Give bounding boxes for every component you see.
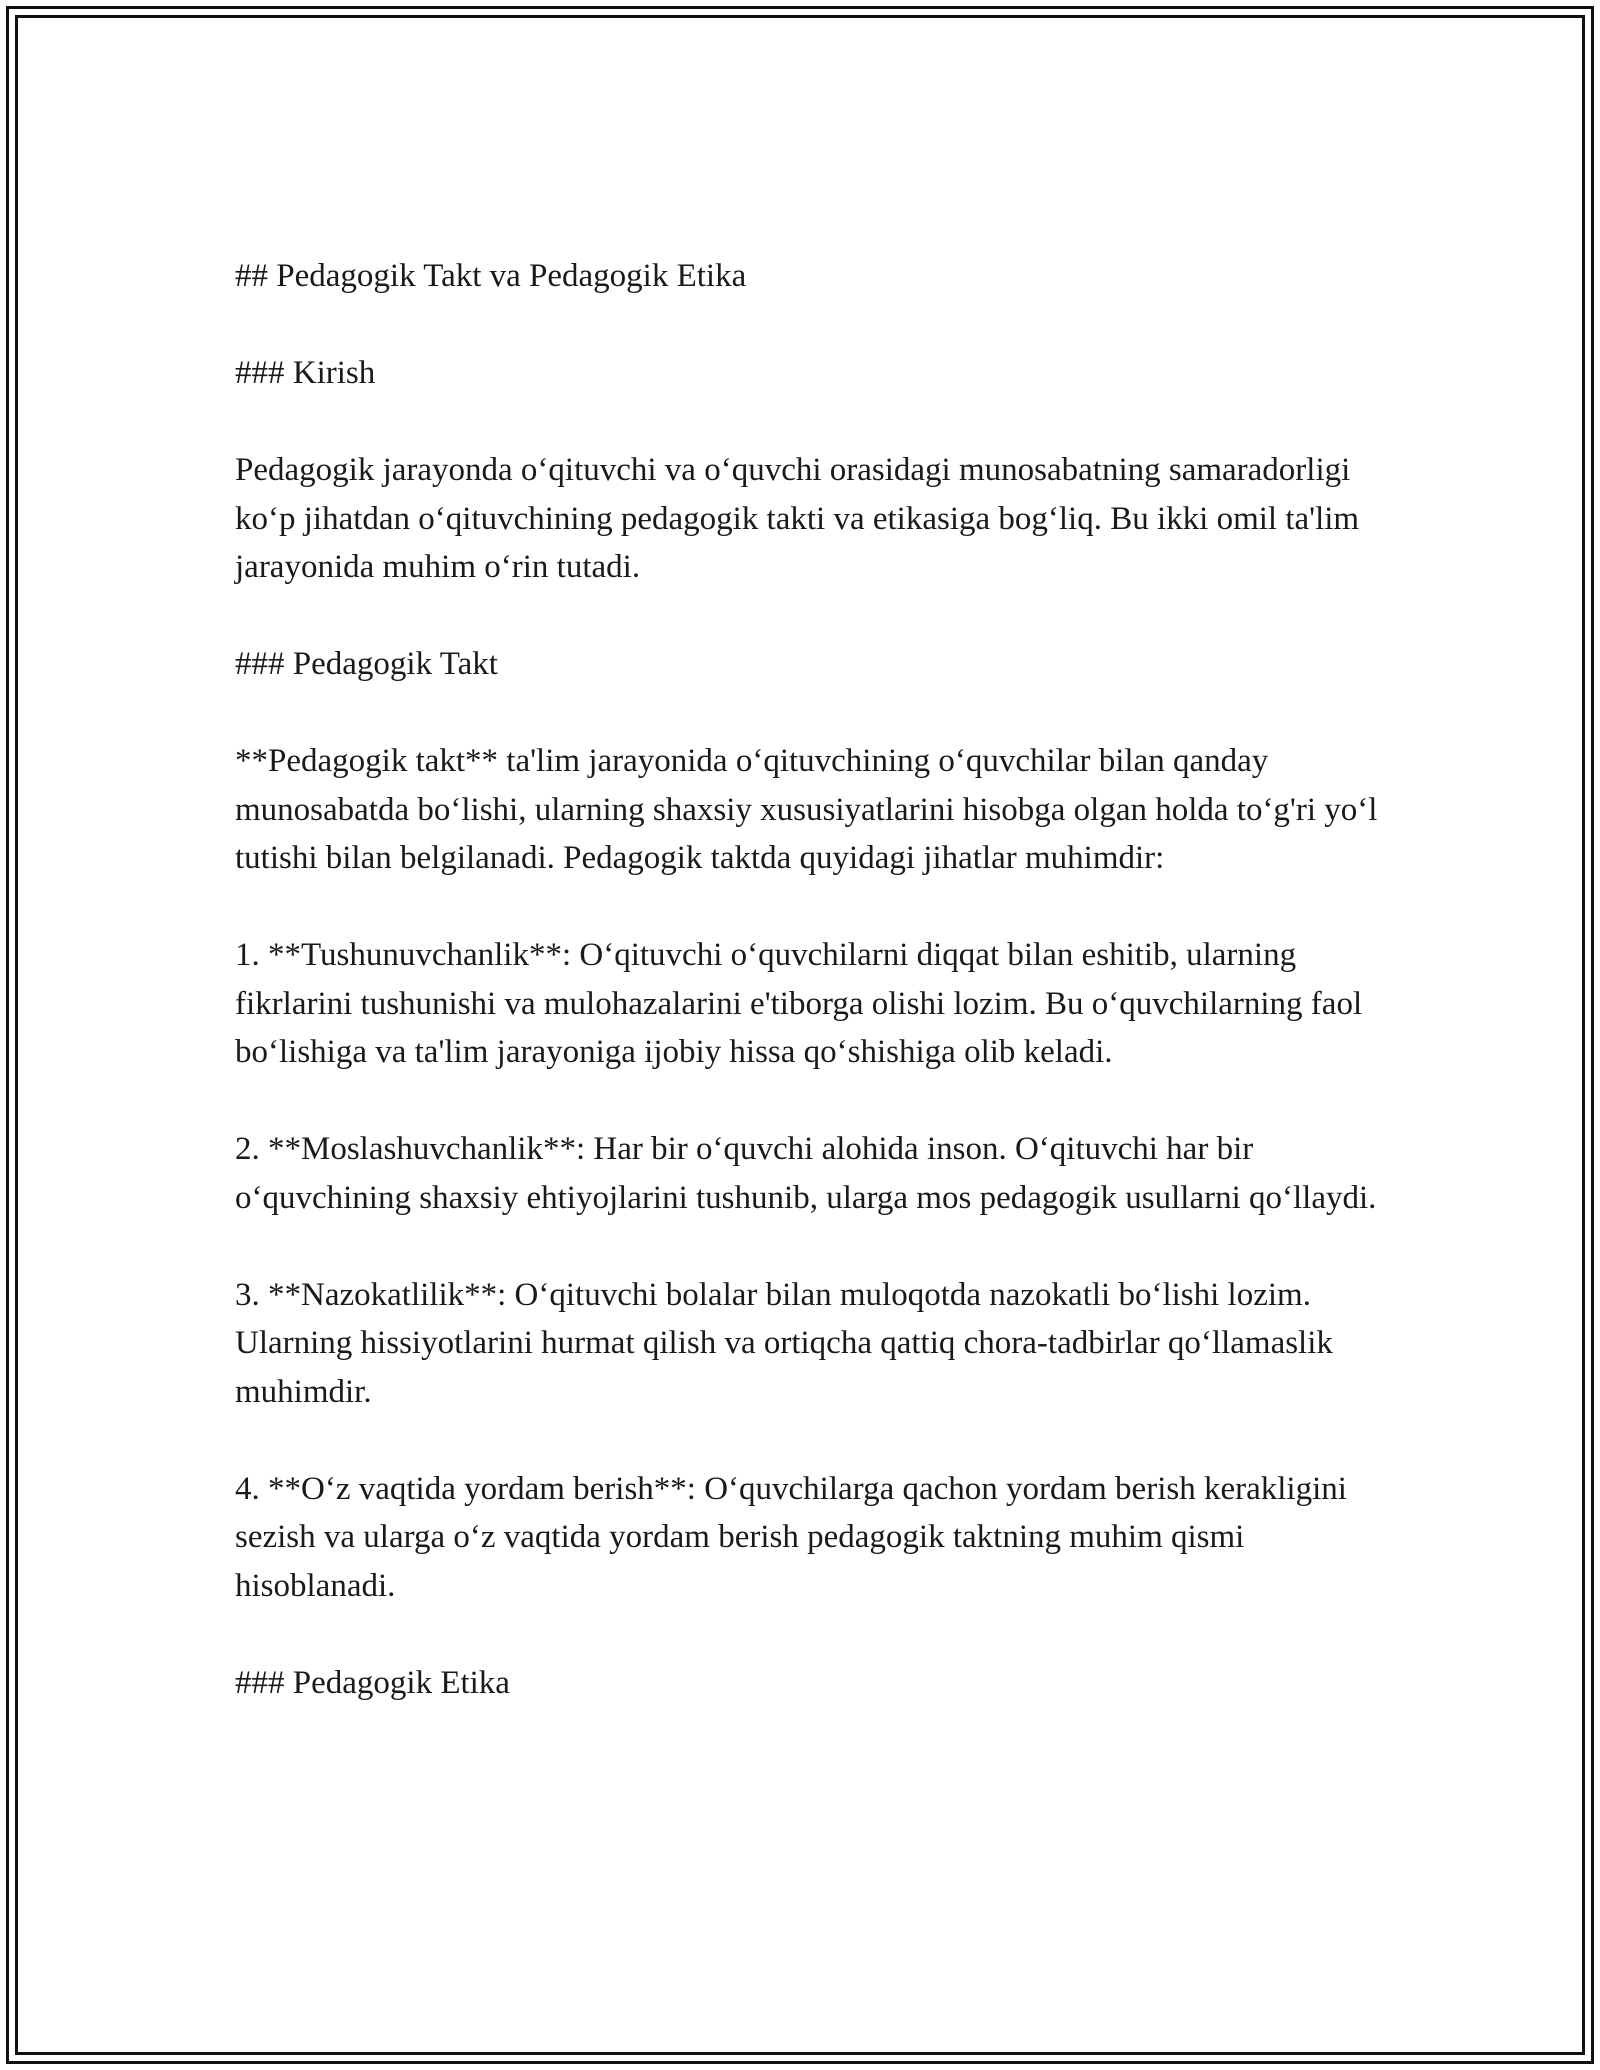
intro-paragraph: Pedagogik jarayonda o‘qituvchi va o‘quvchi orasidagi munosabatning samaradorligi ko‘p jihatdan o‘qituvchining pedagogik takti va etikasiga bog‘liq. Bu ikki omil ta'lim jarayonida muhim o‘rin tutadi. [235, 452, 1360, 585]
intro-heading: ### Kirish [235, 355, 376, 391]
takt-heading: ### Pedagogik Takt [235, 646, 498, 682]
list-item-yordam-berish: 4. **O‘z vaqtida yordam berish**: O‘quvchilarga qachon yordam berish kerakligini sezish va ularga o‘z vaqtida yordam berish pedagogik taktning muhim qismi hisoblanadi. [235, 1470, 1347, 1604]
takt-paragraph: **Pedagogik takt** ta'lim jarayonida o‘qituvchining o‘quvchilar bilan qanday munosabatda bo‘lishi, ularning shaxsiy xususiyatlarini hisobga olgan holda to‘g'ri yo‘l tutishi bilan belgilanadi. Pedagogik taktda quyidagi jihatlar muhimdir: [235, 743, 1378, 876]
list-item-moslashuvchanlik: 2. **Moslashuvchanlik**: Har bir o‘quvchi alohida inson. O‘qituvchi har bir o‘quvchining shaxsiy ehtiyojlarini tushunib, ularga mos pedagogik usullarni qo‘llaydi. [235, 1131, 1377, 1216]
etika-heading: ### Pedagogik Etika [235, 1664, 510, 1701]
document-title: ## Pedagogik Takt va Pedagogik Etika [235, 258, 747, 294]
list-item-tushunuvchanlik: 1. **Tushunuvchanlik**: O‘qituvchi o‘quvchilarni diqqat bilan eshitib, ularning fikrlarini tushunishi va mulohazalarini e'tiborga olishi lozim. Bu o‘quvchilarning faol bo‘lishiga va ta'lim jarayoniga ijobiy hissa qo‘shishiga olib keladi. [235, 937, 1363, 1070]
document-body [235, 252, 1385, 1707]
list-item-nazokatlilik: 3. **Nazokatlilik**: O‘qituvchi bolalar bilan muloqotda nazokatli bo‘lishi lozim. Ularning hissiyotlarini hurmat qilish va ortiqcha qattiq chora-tadbirlar qo‘llamaslik muhimdir. [235, 1276, 1333, 1410]
